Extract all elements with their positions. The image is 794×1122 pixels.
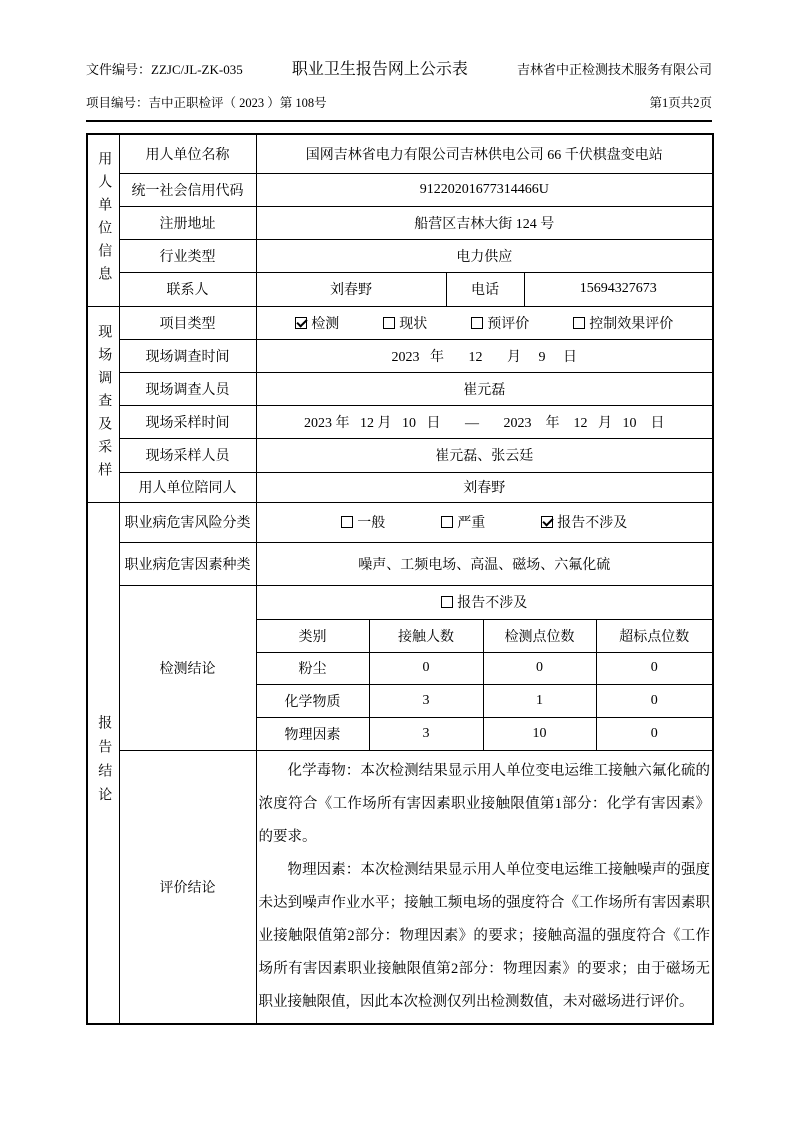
field-label-sampling-staff: 现场采样人员 [119,438,256,472]
field-label-credit-code: 统一社会信用代码 [119,173,256,206]
column-header-category: 类别 [256,619,369,652]
employer-name-value: 国网吉林省电力有限公司吉林供电公司 66 千伏棋盘变电站 [256,134,713,173]
checkbox-icon [441,596,453,608]
evaluation-paragraph-chemical: 化学毒物：本次检测结果显示用人单位变电运维工接触六氟化硫的浓度符合《工作场所有害因素职业接触限值第1部分：化学有害因素》的要求。 [258,762,711,845]
hazard-factors-value: 噪声、工频电场、高温、磁场、六氟化硫 [256,542,713,585]
address-value: 船营区吉林大街 124 号 [256,206,713,239]
credit-code-value: 91220201677314466U [256,173,713,206]
escort-value: 刘春野 [256,472,713,502]
cell-points: 0 [483,652,596,684]
checkbox-label: 现状 [399,316,428,332]
checkbox-label: 严重 [457,516,486,531]
industry-value: 电力供应 [256,239,713,272]
field-label-industry: 行业类型 [119,239,256,272]
field-label-address: 注册地址 [119,206,256,239]
checkbox-group-project-type [259,313,711,333]
cell-exceed: 0 [596,717,713,750]
checkbox-label: 预评价 [487,316,530,332]
checkbox-icon [541,516,553,528]
field-label-project-type: 项目类型 [119,306,256,339]
cell-exposed: 0 [369,652,483,684]
checkbox-label: 一般 [357,516,386,531]
field-label-survey-time: 现场调查时间 [119,339,256,372]
checkbox-label: 检测 [311,316,340,332]
header-row-1 [86,56,712,79]
cell-points: 10 [483,717,596,750]
page-indicator: 第1页共2页 [649,96,712,110]
option-status-quo [383,313,427,333]
risk-class-options [256,502,713,542]
checkbox-icon [295,317,307,329]
column-header-exceed-count: 超标点位数 [596,619,713,652]
option-detection-not-involved [441,592,527,612]
sampling-time-value: 2023 年 12 月 10 日 — 2023 年 12 月 10 日 [256,405,713,438]
field-label-survey-staff: 现场调查人员 [119,372,256,405]
project-type-options [256,306,713,339]
field-label-employer-name: 用人单位名称 [119,134,256,173]
column-header-exposed-count: 接触人数 [369,619,483,652]
survey-time-value: 2023 年 12 月 9 日 [256,339,713,372]
cell-category: 物理因素 [256,717,369,750]
field-label-evaluation-conclusion: 评价结论 [119,750,256,1024]
document-header [86,56,712,122]
checkbox-icon [441,516,453,528]
page-title: 职业卫生报告网上公示表 [291,61,468,78]
field-label-risk-class: 职业病危害风险分类 [119,502,256,542]
checkbox-group-detection-na [259,592,711,612]
option-not-involved [541,512,627,532]
field-label-hazard-factors: 职业病危害因素种类 [119,542,256,585]
field-label-escort: 用人单位陪同人 [119,472,256,502]
field-label-detection-conclusion: 检测结论 [119,585,256,750]
cell-points: 1 [483,684,596,717]
contact-value: 刘春野 [256,272,446,306]
option-detection [295,313,339,333]
field-label-sampling-time: 现场采样时间 [119,405,256,438]
form-table [86,133,714,1025]
cell-exposed: 3 [369,684,483,717]
detection-na-cell [256,585,713,619]
section-label-report: 报告结论 [87,502,119,1024]
checkbox-label: 控制效果评价 [589,316,674,332]
option-general [341,512,385,532]
project-number: 项目编号：吉中正职检评（ 2023 ）第 108号 [86,96,327,110]
sampling-staff-value: 崔元磊、张云廷 [256,438,713,472]
option-severe [441,512,485,532]
cell-exceed: 0 [596,684,713,717]
checkbox-group-risk [259,512,711,532]
evaluation-text-cell [256,750,713,1024]
company-name: 吉林省中正检测技术服务有限公司 [516,62,712,77]
section-label-employer: 用人单位信息 [87,134,119,306]
cell-category: 化学物质 [256,684,369,717]
section-label-survey: 现场调查及采样 [87,306,119,502]
option-control-effect-evaluation [573,313,673,333]
header-row-2 [86,93,712,122]
checkbox-icon [573,317,585,329]
checkbox-icon [471,317,483,329]
doc-number: 文件编号：ZZJC/JL-ZK-035 [86,62,243,77]
cell-category: 粉尘 [256,652,369,684]
checkbox-icon [383,317,395,329]
checkbox-label: 报告不涉及 [557,516,628,531]
column-header-point-count: 检测点位数 [483,619,596,652]
option-pre-evaluation [471,313,529,333]
checkbox-label: 报告不涉及 [457,596,528,611]
cell-exposed: 3 [369,717,483,750]
field-label-contact: 联系人 [119,272,256,306]
phone-value: 15694327673 [524,272,713,306]
cell-exceed: 0 [596,652,713,684]
evaluation-paragraph-physical: 物理因素：本次检测结果显示用人单位变电运维工接触噪声的强度未达到噪声作业水平；接触工频电场的强度符合《工作场所有害因素职业接触限值第2部分：物理因素》的要求；接触高温的强度符合《工作场所有害因素职业接触限值第2部分：物理因素》的要求；由于磁场无职业接触限值，因此本次检测仅列出检测数值，未对磁场进行评价。 [258,861,711,1010]
checkbox-icon [341,516,353,528]
survey-staff-value: 崔元磊 [256,372,713,405]
field-label-phone: 电话 [446,272,524,306]
